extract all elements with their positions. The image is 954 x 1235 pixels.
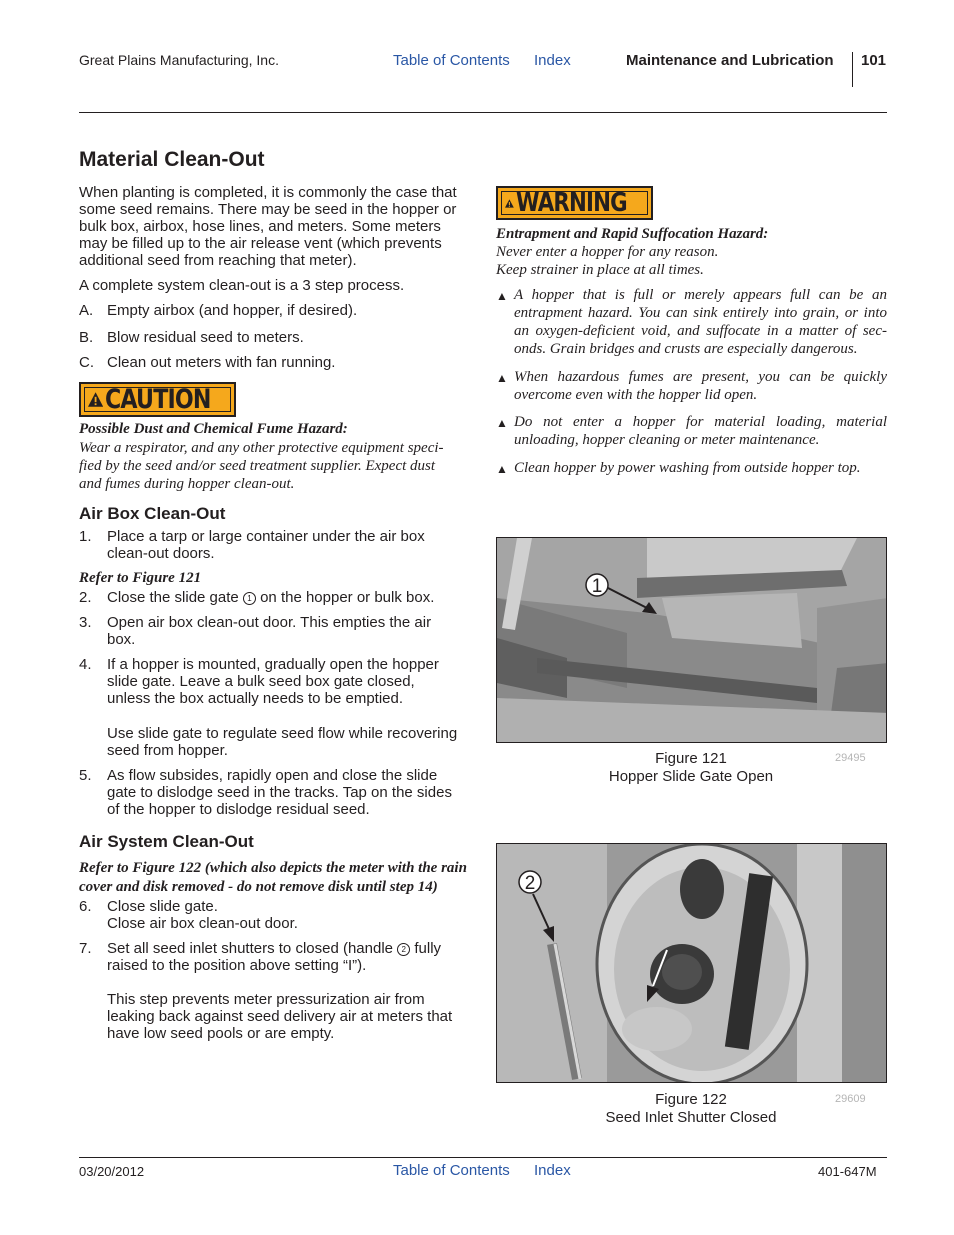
warning-line: Never enter a hopper for any reason. [496, 244, 719, 260]
step-line: This step prevents meter pressurization air from [107, 991, 425, 1008]
step-line: Open air box clean-out door. This empties the air [107, 614, 432, 631]
step-line: clean-out doors. [107, 545, 215, 562]
step-7-text-a: Set all seed inlet shutters to closed (handle [107, 940, 394, 957]
callout-2-marker: 2 [397, 943, 410, 956]
step-line: have low seed pools or are empty. [107, 1025, 335, 1042]
figure-121-caption [591, 750, 791, 786]
seed-inlet-shutter-illustration [497, 844, 887, 1083]
intro-line: additional seed from reaching that meter). [79, 252, 357, 269]
caution-label: CAUTION [105, 384, 211, 415]
bullet-triangle-icon: ▲ [496, 371, 508, 385]
warning-triangle-icon [505, 194, 514, 213]
header-rule [79, 112, 887, 113]
figure-122-reference [79, 859, 479, 897]
step-7-line-1 [107, 940, 477, 957]
figure-122-title: Seed Inlet Shutter Closed [605, 1109, 777, 1126]
bullet-line: onds. Grain bridges and crusts are especially dangerous. [514, 341, 858, 357]
intro-line: some seed remains. There may be seed in the hopper or [79, 201, 457, 218]
figure-122-caption [591, 1091, 791, 1127]
bullet-line: When hazardous fumes are present, you can be quickly [514, 369, 887, 385]
step-line: seed from hopper. [107, 742, 228, 759]
bullet-triangle-icon: ▲ [496, 289, 508, 303]
step-line: raised to the position above setting “I”). [107, 957, 367, 974]
step-line: unless the box actually needs to be emptied. [107, 690, 404, 707]
figure-121-title: Hopper Slide Gate Open [608, 768, 774, 785]
figure-121-part-number: 29495 [835, 752, 866, 764]
process-statement: A complete system clean-out is a 3 step process. [79, 277, 405, 294]
page-heading: Material Clean-Out [79, 148, 265, 171]
step-1-text [107, 528, 477, 562]
airsystem-heading: Air System Clean-Out [79, 832, 254, 851]
step-a-letter: A. [79, 302, 94, 319]
step-2-num: 2. [79, 589, 92, 606]
index-link-header[interactable]: Index [534, 52, 571, 69]
figure-122-part-number: 29609 [835, 1093, 866, 1105]
index-link-footer[interactable]: Index [534, 1162, 571, 1179]
bullet-triangle-icon: ▲ [496, 462, 508, 476]
intro-line: When planting is completed, it is commonly the case that [79, 184, 457, 201]
footer-doc-number: 401-647M [818, 1164, 877, 1179]
fig121-callout-label: 1 [591, 576, 603, 597]
figure-121-photo [496, 537, 887, 743]
step-6-num: 6. [79, 898, 92, 915]
bullet-triangle-icon: ▲ [496, 416, 508, 430]
step-line: If a hopper is mounted, gradually open the hopper [107, 656, 439, 673]
figure-121-number: Figure 121 [655, 750, 727, 767]
airbox-heading: Air Box Clean-Out [79, 504, 226, 523]
caution-line: fied by the seed and/or seed treatment supplier. Expect dust [79, 458, 436, 474]
bullet-line: Do not enter a hopper for material loading, material [514, 414, 887, 430]
company-name: Great Plains Manufacturing, Inc. [79, 52, 279, 68]
section-title: Maintenance and Lubrication [626, 52, 834, 69]
page-number: 101 [861, 52, 887, 69]
step-7-text-b: fully [414, 940, 442, 957]
toc-link-footer[interactable]: Table of Contents [393, 1162, 510, 1179]
intro-paragraph [79, 184, 479, 269]
caution-triangle-icon [88, 390, 103, 409]
bullet-line: Clean hopper by power washing from outside hopper top. [514, 460, 861, 476]
caution-line: Wear a respirator, and any other protective equipment speci- [79, 440, 444, 456]
figure-122-photo [496, 843, 887, 1083]
step-line: leaking back against seed delivery air at meters that [107, 1008, 453, 1025]
step-line: box. [107, 631, 136, 648]
callout-1-marker: 1 [243, 592, 256, 605]
step-line: Place a tarp or large container under the air box [107, 528, 425, 545]
figure-122-number: Figure 122 [655, 1091, 727, 1108]
figure-121-reference: Refer to Figure 121 [79, 570, 202, 586]
warning-line: Keep strainer in place at all times. [496, 262, 704, 278]
warning-bullet-4 [496, 459, 887, 477]
step-2-text-a: Close the slide gate [107, 589, 239, 606]
step-3-text [107, 614, 477, 648]
step-c-text: Clean out meters with fan running. [107, 354, 336, 371]
step-3-num: 3. [79, 614, 92, 631]
step-2-text [107, 589, 434, 606]
step-5-num: 5. [79, 767, 92, 784]
step-line: Use slide gate to regulate seed flow while recovering [107, 725, 458, 742]
bullet-line: overcome even with the hopper lid open. [514, 387, 758, 403]
warning-badge [496, 186, 653, 220]
warning-bullet-1 [496, 286, 887, 358]
step-b-letter: B. [79, 329, 94, 346]
intro-line: bulk box, airbox, hose lines, and meters. Some meters [79, 218, 441, 235]
warning-hazard: Entrapment and Rapid Suffocation Hazard: [496, 226, 769, 242]
step-line: gate to dislodge seed in the tracks. Tap on the sides [107, 784, 452, 801]
toc-link-header[interactable]: Table of Contents [393, 52, 510, 69]
step-1-num: 1. [79, 528, 92, 545]
intro-line: may be filled up to the air release vent (which prevents [79, 235, 442, 252]
ref-line: cover and disk removed - do not remove disk until step 14) [79, 879, 438, 895]
step-4-text [107, 656, 477, 707]
footer-rule [79, 1157, 887, 1158]
step-line: As flow subsides, rapidly open and close the slide [107, 767, 438, 784]
caution-line: and fumes during hopper clean-out. [79, 476, 295, 492]
step-line: slide gate. Leave a bulk seed box gate closed, [107, 673, 415, 690]
step-6-text [107, 898, 477, 932]
step-a-text: Empty airbox (and hopper, if desired). [107, 302, 358, 319]
footer-date: 03/20/2012 [79, 1164, 145, 1179]
step-line: of the hopper to dislodge residual seed. [107, 801, 370, 818]
step-5-text [107, 767, 477, 818]
caution-badge [79, 382, 236, 417]
bullet-line: an oxygen-deficient void, and suffocate in a matter of sec- [514, 323, 887, 339]
step-4-note [107, 725, 477, 759]
header-divider [852, 52, 853, 87]
caution-body [79, 439, 479, 493]
step-7-num: 7. [79, 940, 92, 957]
hopper-slide-gate-illustration [497, 538, 887, 743]
step-7-text [107, 940, 477, 974]
warning-label: WARNING [515, 188, 627, 218]
step-c-letter: C. [79, 354, 94, 371]
step-line: Close slide gate. [107, 898, 218, 915]
step-4-num: 4. [79, 656, 92, 673]
caution-hazard: Possible Dust and Chemical Fume Hazard: [79, 421, 348, 437]
step-7-note [107, 991, 477, 1042]
step-b-text: Blow residual seed to meters. [107, 329, 304, 346]
bullet-line: entrapment hazard. You can sink entirely into grain, or into [514, 305, 887, 321]
step-line: Close air box clean-out door. [107, 915, 298, 932]
fig122-callout-label: 2 [524, 873, 536, 894]
bullet-line: A hopper that is full or merely appears full can be an [514, 287, 887, 303]
ref-line: Refer to Figure 122 (which also depicts the meter with the rain [79, 860, 467, 876]
warning-bullet-3 [496, 413, 887, 449]
step-2-text-b: on the hopper or bulk box. [260, 589, 435, 606]
bullet-line: unloading, hopper cleaning or meter maintenance. [514, 432, 820, 448]
warning-bullet-2 [496, 368, 887, 404]
warning-intro [496, 243, 886, 279]
